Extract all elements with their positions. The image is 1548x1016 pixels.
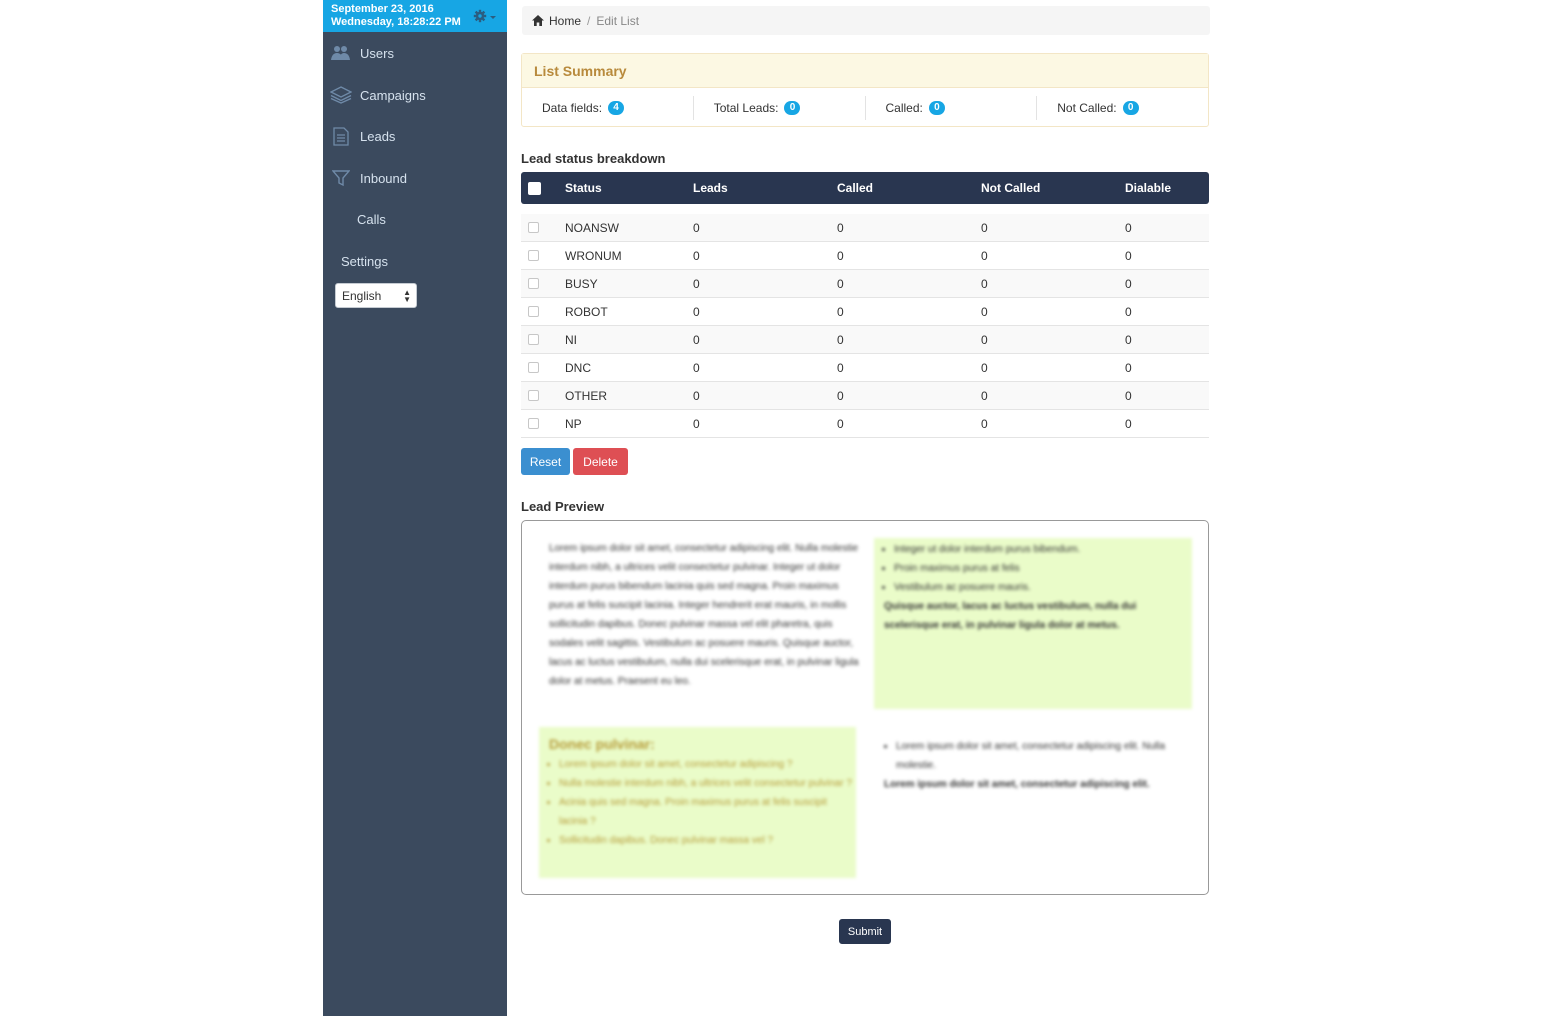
- list-summary-header: [522, 54, 1208, 88]
- funnel-icon: [330, 167, 352, 189]
- status-cell: ROBOT: [565, 304, 608, 319]
- breadcrumb-current: Edit List: [596, 13, 640, 28]
- called-cell: 0: [837, 416, 844, 431]
- called-cell: 0: [837, 220, 844, 235]
- table-row: [521, 410, 1209, 438]
- header-dialable[interactable]: Dialable: [1125, 181, 1172, 195]
- dialable-cell: 0: [1125, 388, 1132, 403]
- layers-icon: [330, 84, 352, 106]
- total-leads-badge: 0: [784, 101, 800, 115]
- lead-preview-panel: [521, 520, 1209, 895]
- table-row: [521, 242, 1209, 270]
- row-checkbox[interactable]: [528, 334, 539, 345]
- row-checkbox[interactable]: [528, 278, 539, 289]
- preview-note: [874, 737, 1192, 794]
- not-called-cell: 0: [981, 416, 988, 431]
- list-item: • Lorem ipsum dolor sit amet, consectetur adipiscing ?: [559, 755, 856, 774]
- sidebar-item-calls[interactable]: [323, 201, 507, 237]
- total-leads-stat: [693, 96, 865, 120]
- table-row: [521, 354, 1209, 382]
- header-not-called[interactable]: Not Called: [981, 181, 1041, 195]
- list-summary-panel: [521, 53, 1209, 127]
- not-called-cell: 0: [981, 332, 988, 347]
- list-item: • Sollicitudin dapibus. Donec pulvinar massa vel ?: [559, 831, 856, 850]
- table-row: [521, 382, 1209, 410]
- called-cell: 0: [837, 388, 844, 403]
- list-item: • Lorem ipsum dolor sit amet, consectetur adipiscing elit. Nulla molestie.: [896, 737, 1192, 775]
- status-cell: OTHER: [565, 388, 607, 403]
- list-item: • Acinia quis sed magna. Proin maximus purus at felis suscipit lacinia ?: [559, 793, 856, 831]
- submit-button[interactable]: Submit: [839, 919, 891, 944]
- table-row: [521, 214, 1209, 242]
- language-value: English: [342, 288, 382, 303]
- list-item: • Proin maximus purus at felis: [894, 559, 1192, 578]
- row-checkbox[interactable]: [528, 390, 539, 401]
- leads-cell: 0: [693, 332, 700, 347]
- dialable-cell: 0: [1125, 332, 1132, 347]
- sidebar-item-settings[interactable]: [323, 243, 507, 279]
- breakdown-title: Lead status breakdown: [521, 151, 666, 166]
- sidebar: [323, 0, 507, 1016]
- preview-bold-text: Quisque auctor, lacus ac luctus vestibulum, nulla dui scelerisque erat, in pulvinar ligula dolor at metus.: [884, 601, 1137, 631]
- breadcrumb-home[interactable]: [532, 14, 581, 28]
- sidebar-item-inbound[interactable]: [323, 160, 507, 196]
- users-icon: [330, 42, 352, 64]
- dialable-cell: 0: [1125, 276, 1132, 291]
- leads-cell: 0: [693, 248, 700, 263]
- not-called-cell: 0: [981, 360, 988, 375]
- sidebar-item-label: Calls: [357, 211, 386, 227]
- sidebar-item-users[interactable]: [323, 35, 507, 71]
- sidebar-item-label: Campaigns: [360, 87, 426, 103]
- called-cell: 0: [837, 276, 844, 291]
- sidebar-item-label: Leads: [360, 128, 396, 144]
- home-icon: [532, 15, 544, 26]
- not-called-cell: 0: [981, 388, 988, 403]
- sidebar-item-label: Users: [360, 45, 394, 61]
- status-cell: WRONUM: [565, 248, 622, 263]
- list-summary-title: List Summary: [534, 62, 627, 79]
- leads-cell: 0: [693, 220, 700, 235]
- row-checkbox[interactable]: [528, 418, 539, 429]
- called-cell: 0: [837, 332, 844, 347]
- preview-highlight-box: [874, 538, 1192, 709]
- data-fields-label: Data fields:: [542, 101, 603, 115]
- data-fields-stat: [522, 96, 693, 120]
- dialable-cell: 0: [1125, 248, 1132, 263]
- not-called-badge: 0: [1123, 101, 1139, 115]
- breakdown-table-header: [521, 172, 1209, 204]
- header-called[interactable]: Called: [837, 181, 874, 195]
- not-called-label: Not Called:: [1057, 101, 1117, 115]
- sidebar-item-label: Inbound: [360, 170, 407, 186]
- delete-button[interactable]: Delete: [573, 448, 628, 475]
- not-called-cell: 0: [981, 248, 988, 263]
- called-cell: 0: [837, 304, 844, 319]
- called-cell: 0: [837, 360, 844, 375]
- dialable-cell: 0: [1125, 360, 1132, 375]
- breadcrumb-home-label: Home: [549, 13, 582, 28]
- table-row: [521, 298, 1209, 326]
- dialable-cell: 0: [1125, 220, 1132, 235]
- preview-bold-text: Lorem ipsum dolor sit amet, consectetur adipiscing elit.: [884, 779, 1150, 790]
- breadcrumb: [522, 6, 1210, 35]
- select-all-checkbox[interactable]: [528, 182, 541, 195]
- leads-cell: 0: [693, 360, 700, 375]
- row-checkbox[interactable]: [528, 222, 539, 233]
- not-called-stat: [1036, 96, 1208, 120]
- lead-preview-title: Lead Preview: [521, 499, 605, 514]
- leads-cell: 0: [693, 276, 700, 291]
- sidebar-item-label: Settings: [341, 253, 388, 269]
- leads-cell: 0: [693, 416, 700, 431]
- total-leads-label: Total Leads:: [713, 101, 779, 115]
- called-cell: 0: [837, 248, 844, 263]
- time-line: Wednesday, 18:28:22 PM: [331, 16, 461, 28]
- leads-cell: 0: [693, 388, 700, 403]
- status-cell: BUSY: [565, 276, 598, 291]
- table-row: [521, 326, 1209, 354]
- date-line: September 23, 2016: [331, 3, 434, 15]
- row-checkbox[interactable]: [528, 250, 539, 261]
- gear-icon[interactable]: [473, 9, 499, 25]
- not-called-cell: 0: [981, 220, 988, 235]
- table-row: [521, 270, 1209, 298]
- status-cell: NI: [565, 332, 577, 347]
- called-label: Called:: [885, 101, 923, 115]
- document-icon: [330, 125, 352, 147]
- date-bar: [323, 0, 507, 32]
- status-cell: DNC: [565, 360, 591, 375]
- row-checkbox[interactable]: [528, 362, 539, 373]
- dialable-cell: 0: [1125, 304, 1132, 319]
- called-stat: [865, 96, 1037, 120]
- header-status[interactable]: Status: [565, 181, 602, 195]
- dialable-cell: 0: [1125, 416, 1132, 431]
- preview-paragraph: Lorem ipsum dolor sit amet, consectetur adipiscing elit. Nulla molestie interdum nibh, a ultrices velit consectetur pulvinar. Integer ut dolor interdum purus bibendum lacinia quis sed magna. Proin maximus purus at felis suscipit lacinia. Integer hendrerit erat mauris, in mollis sollicitudin dapibus. Donec pulvinar massa vel elit pharetra, quis sodales velit sagittis. Vestibulum ac posuere mauris. Quisque auctor, lacus ac luctus vestibulum, nulla dui scelerisque erat, in pulvinar ligula dolor at metus. Praesent eu leo.: [549, 543, 859, 687]
- leads-cell: 0: [693, 304, 700, 319]
- row-checkbox[interactable]: [528, 306, 539, 317]
- data-fields-badge: 4: [608, 101, 624, 115]
- reset-button[interactable]: Reset: [521, 448, 570, 475]
- sidebar-item-campaigns[interactable]: [323, 77, 507, 113]
- sidebar-item-leads[interactable]: [323, 118, 507, 154]
- list-item: • Integer ut dolor interdum purus bibendum.: [894, 540, 1192, 559]
- list-item: • Vestibulum ac posuere mauris.: [894, 578, 1192, 597]
- not-called-cell: 0: [981, 276, 988, 291]
- status-cell: NP: [565, 416, 582, 431]
- called-badge: 0: [929, 101, 945, 115]
- breakdown-table-body: [521, 214, 1209, 438]
- preview-list-box: [539, 727, 856, 878]
- header-leads[interactable]: Leads: [693, 181, 728, 195]
- preview-list-heading: Donec pulvinar:: [549, 736, 655, 752]
- language-select[interactable]: [335, 283, 417, 308]
- list-item: • Nulla molestie interdum nibh, a ultrices velit consectetur pulvinar ?: [559, 774, 856, 793]
- breadcrumb-separator: /: [587, 13, 591, 28]
- select-arrows-icon: ▲ ▼: [403, 288, 411, 304]
- not-called-cell: 0: [981, 304, 988, 319]
- status-cell: NOANSW: [565, 220, 619, 235]
